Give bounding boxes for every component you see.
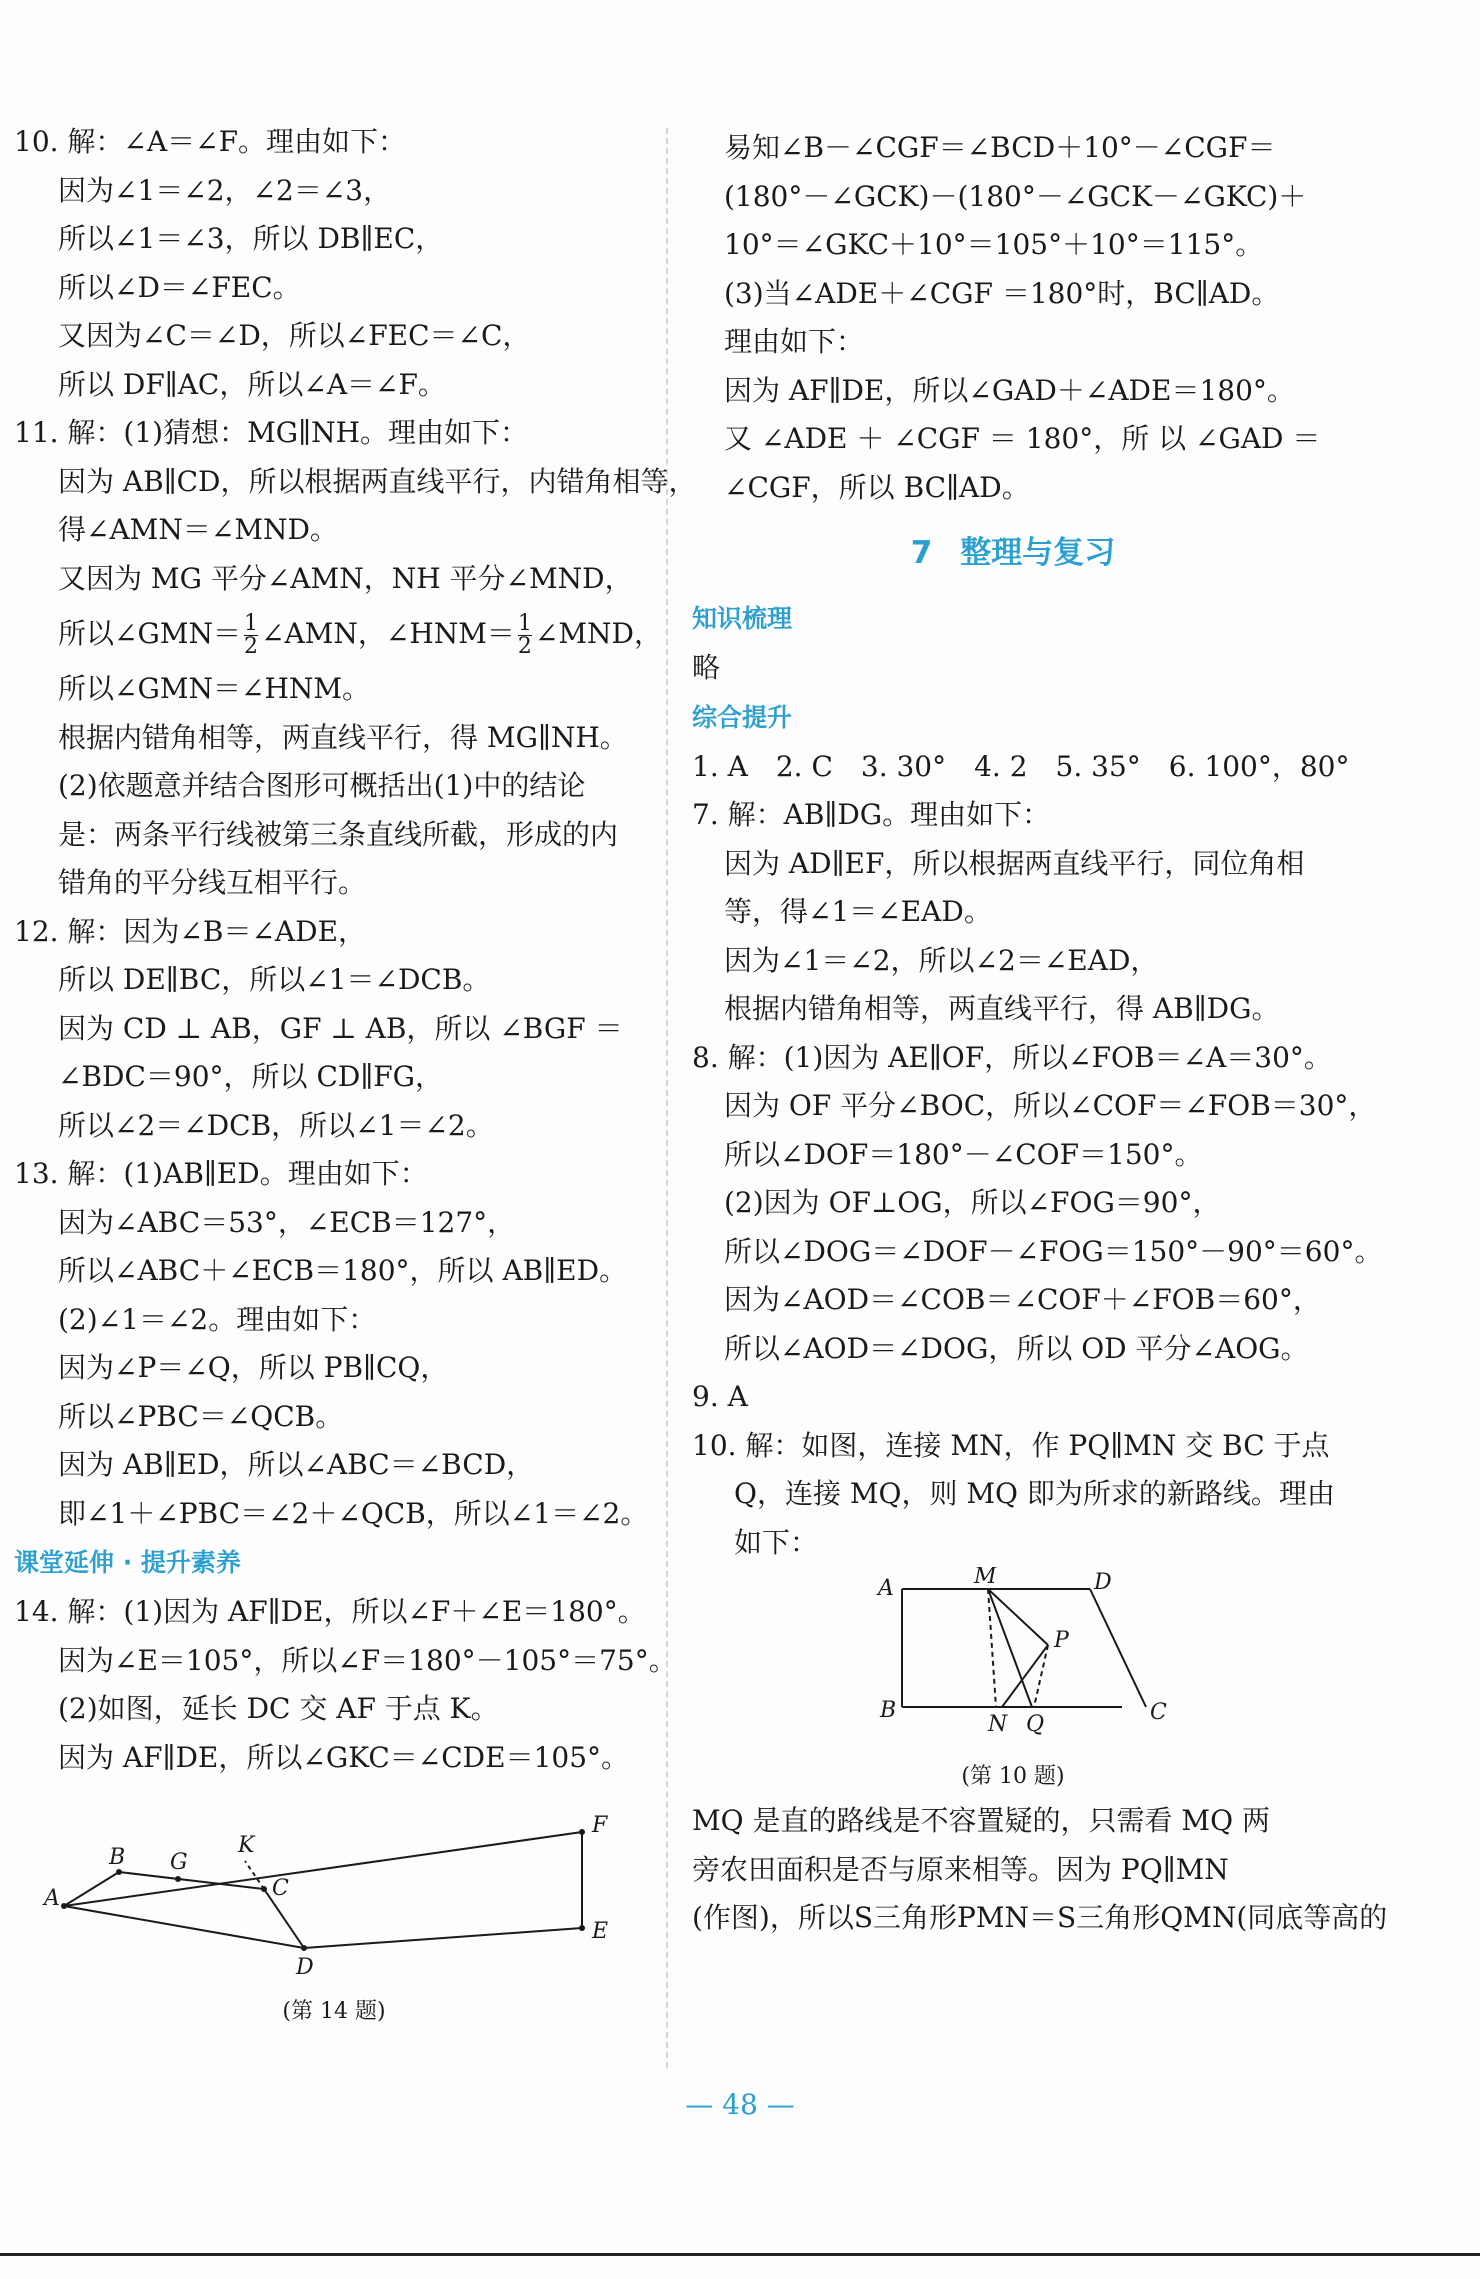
figure-10-caption: (第 10 题) (961, 1764, 1065, 1789)
label-p: P (1054, 1628, 1069, 1653)
text-line: (3)当∠ADE＋∠CGF ＝180°时，BC∥AD。 (724, 276, 1280, 310)
text-line: 因为 OF 平分∠BOC，所以∠COF＝∠FOB＝30°， (724, 1089, 1377, 1122)
point-g (175, 1876, 181, 1882)
text-line: 所以∠1＝∠3，所以 DB∥EC， (58, 222, 444, 255)
section-heading-knowledge: 知识梳理 (692, 604, 793, 633)
text-line: ∠CGF，所以 BC∥AD。 (724, 470, 1030, 504)
text-line: 因为 AB∥ED，所以∠ABC＝∠BCD， (58, 1448, 535, 1481)
text-line: 得∠AMN＝∠MND。 (58, 513, 338, 546)
text-line: 所以∠2＝∠DCB，所以∠1＝∠2。 (58, 1108, 494, 1142)
text-line: 因为∠1＝∠2，∠2＝∠3， (58, 173, 392, 207)
text-line: (2)因为 OF⊥OG，所以∠FOG＝90°， (724, 1186, 1221, 1219)
problem-12 (14, 908, 654, 1151)
figure-14-diagram (14, 1782, 654, 1992)
text-line: 又因为 MG 平分∠AMN，NH 平分∠MND， (58, 561, 633, 595)
text-line: 因为 AF∥DE，所以∠GAD＋∠ADE＝180°。 (724, 373, 1295, 407)
text-line: 因为∠ABC＝53°，∠ECB＝127°， (58, 1205, 516, 1239)
problem-10-left (14, 118, 654, 409)
text-line: 因为 AB∥CD，所以根据两直线平行，内错角相等， (58, 464, 697, 498)
label-m: M (974, 1567, 997, 1589)
label-d: D (296, 1955, 314, 1980)
section-heading-comprehensive: 综合提升 (692, 702, 793, 732)
text-line: ∠BDC＝90°，所以 CD∥FG， (58, 1060, 444, 1093)
column-divider (666, 128, 668, 2068)
point-a (61, 1903, 67, 1909)
label-e: E (592, 1919, 609, 1944)
text-line: 所以∠DOF＝180°－∠COF＝150°。 (724, 1137, 1203, 1171)
text-segment: ∠MND， (534, 617, 662, 650)
problem-10-right (692, 1422, 1334, 1568)
text-line: 错角的平分线互相平行。 (58, 866, 367, 899)
text-line: 易知∠B－∠CGF＝∠BCD＋10°－∠CGF＝ (724, 131, 1276, 164)
label-a: A (44, 1886, 60, 1911)
label-g: G (170, 1850, 188, 1875)
label-b: B (109, 1845, 126, 1870)
fraction-numerator: 1 (244, 611, 258, 636)
text-line: 因为∠E＝105°，所以∠F＝180°－105°＝75°。 (58, 1643, 677, 1677)
text-line: 8. 解：(1)因为 AE∥OF，所以∠FOB＝∠A＝30°。 (692, 1040, 1332, 1074)
text-line: 12. 解：因为∠B＝∠ADE， (14, 914, 367, 948)
text-line: 如下： (734, 1525, 819, 1559)
text-line: (2)∠1＝∠2。理由如下： (58, 1302, 377, 1336)
segment-de (304, 1928, 582, 1948)
text-line: 所以∠DOG＝∠DOF－∠FOG＝150°－90°＝60°。 (724, 1234, 1383, 1268)
problem-14-continued (692, 124, 1334, 512)
point-f (579, 1829, 585, 1835)
page-number: — 48 — (685, 2088, 795, 2121)
text-line: 根据内错角相等，两直线平行，得 MG∥NH。 (58, 720, 628, 754)
text-line: 所以∠GMN＝∠HNM。 (58, 672, 371, 705)
text-line: 所以∠ABC＋∠ECB＝180°，所以 AB∥ED。 (58, 1254, 628, 1287)
fraction-half (244, 613, 258, 658)
label-q: Q (1026, 1712, 1045, 1737)
problem-11 (14, 409, 697, 908)
text-line: 因为∠P＝∠Q，所以 PB∥CQ， (58, 1351, 449, 1384)
fraction-half (518, 613, 532, 658)
label-c: C (272, 1876, 289, 1901)
segment-mp (988, 1589, 1048, 1645)
bottom-rule (0, 2253, 1480, 2256)
text-line: 所以∠AOD＝∠DOG，所以 OD 平分∠AOG。 (724, 1331, 1309, 1365)
text-line: 是：两条平行线被第三条直线所截，形成的内 (58, 817, 619, 851)
text-line: 即∠1＋∠PBC＝∠2＋∠QCB，所以∠1＝∠2。 (58, 1496, 649, 1530)
segment-af (64, 1832, 582, 1906)
text-line: (2)如图，延长 DC 交 AF 于点 K。 (58, 1692, 499, 1725)
chapter-title: 整理与复习 (960, 535, 1116, 571)
text-line: 因为 AF∥DE，所以∠GKC＝∠CDE＝105°。 (58, 1740, 630, 1774)
figure-14-caption: (第 14 题) (282, 1999, 386, 2024)
text-line: 旁农田面积是否与原来相等。因为 PQ∥MN (692, 1852, 1229, 1886)
text-line: 因为∠1＝∠2，所以∠2＝∠EAD， (724, 943, 1159, 977)
section-heading-extension: 课堂延伸 · 提升素养 (14, 1548, 241, 1577)
text-line: 等，得∠1＝∠EAD。 (724, 895, 992, 928)
text-line: 所以∠D＝∠FEC。 (58, 270, 301, 304)
text-line: 11. 解：(1)猜想：MG∥NH。理由如下： (14, 416, 528, 449)
text-line: 根据内错角相等，两直线平行，得 AB∥DG。 (724, 992, 1280, 1025)
problem-13 (14, 1150, 654, 1538)
text-line: (作图)，所以S三角形PMN＝S三角形QMN(同底等高的 (692, 1901, 1388, 1934)
problem-9: 9. A (692, 1380, 748, 1413)
text-line: 14. 解：(1)因为 AF∥DE，所以∠F＋∠E＝180°。 (14, 1595, 646, 1628)
label-b: B (880, 1698, 897, 1723)
segment-ad (64, 1906, 304, 1948)
text-line: 10°＝∠GKC＋10°＝105°＋10°＝115°。 (724, 228, 1264, 261)
fraction-line (14, 603, 662, 665)
figure-14 (14, 1782, 654, 2032)
text-line: 10. 解：如图，连接 MN，作 PQ∥MN 交 BC 于点 (692, 1428, 1330, 1462)
text-line: 因为∠AOD＝∠COB＝∠COF＋∠FOB＝60°， (724, 1283, 1321, 1316)
label-a: A (878, 1576, 894, 1601)
label-k: K (238, 1833, 255, 1858)
right-column (692, 124, 1388, 1943)
text-line: MQ 是直的路线是不容置疑的，只需看 MQ 两 (692, 1804, 1270, 1837)
point-c (261, 1886, 267, 1892)
point-d (301, 1945, 307, 1951)
segment-dc (1090, 1589, 1146, 1707)
answers-line: 1. A 2. C 3. 30° 4. 2 5. 35° 6. 100°，80° (692, 749, 1350, 783)
text-segment: ∠AMN，∠HNM＝ (261, 617, 515, 650)
text-line: 所以 DE∥BC，所以∠1＝∠DCB。 (58, 963, 491, 996)
point-e (579, 1925, 585, 1931)
text-line: 所以∠PBC＝∠QCB。 (58, 1399, 344, 1433)
text-line: 因为 CD ⊥ AB，GF ⊥ AB，所以 ∠BGF ＝ (58, 1011, 623, 1045)
text-line: 10. 解：∠A＝∠F。理由如下： (14, 125, 407, 158)
segment-ck-extension (245, 1861, 264, 1889)
segment-ab (64, 1872, 119, 1906)
text-line: (2)依题意并结合图形可概括出(1)中的结论 (58, 769, 586, 802)
chapter-heading (692, 512, 1334, 594)
text-line: 又因为∠C＝∠D，所以∠FEC＝∠C， (58, 319, 531, 352)
problem-7 (692, 791, 1334, 1034)
figure-10-diagram (692, 1567, 1332, 1757)
text-line: 理由如下： (724, 325, 865, 358)
label-f: F (592, 1813, 608, 1838)
text-line: 又 ∠ADE ＋ ∠CGF ＝ 180°，所 以 ∠GAD ＝ (724, 422, 1321, 455)
text-line: (180°－∠GCK)－(180°－∠GCK－∠GKC)＋ (724, 179, 1307, 213)
text-segment: 所以∠GMN＝ (58, 617, 241, 650)
knowledge-text: 略 (692, 651, 721, 684)
label-d: D (1094, 1570, 1112, 1595)
figure-10 (692, 1567, 1334, 1797)
label-c: C (1150, 1700, 1167, 1725)
chapter-number: 7 (910, 535, 933, 571)
text-line: Q，连接 MQ，则 MQ 即为所求的新路线。理由 (734, 1477, 1335, 1510)
fraction-denominator: 2 (244, 634, 258, 659)
problem-10-explanation (692, 1797, 1388, 1943)
label-n: N (988, 1712, 1008, 1737)
fraction-denominator: 2 (517, 634, 532, 659)
text-line: 所以 DF∥AC，所以∠A＝∠F。 (58, 367, 446, 401)
text-line: 因为 AD∥EF，所以根据两直线平行，同位角相 (724, 846, 1305, 880)
left-column (14, 118, 697, 2032)
fraction-numerator: 1 (517, 611, 532, 636)
text-line: 7. 解：AB∥DG。理由如下： (692, 798, 1051, 831)
problem-8 (692, 1034, 1383, 1374)
problem-14 (14, 1588, 677, 1782)
text-line: 13. 解：(1)AB∥ED。理由如下： (14, 1157, 428, 1190)
